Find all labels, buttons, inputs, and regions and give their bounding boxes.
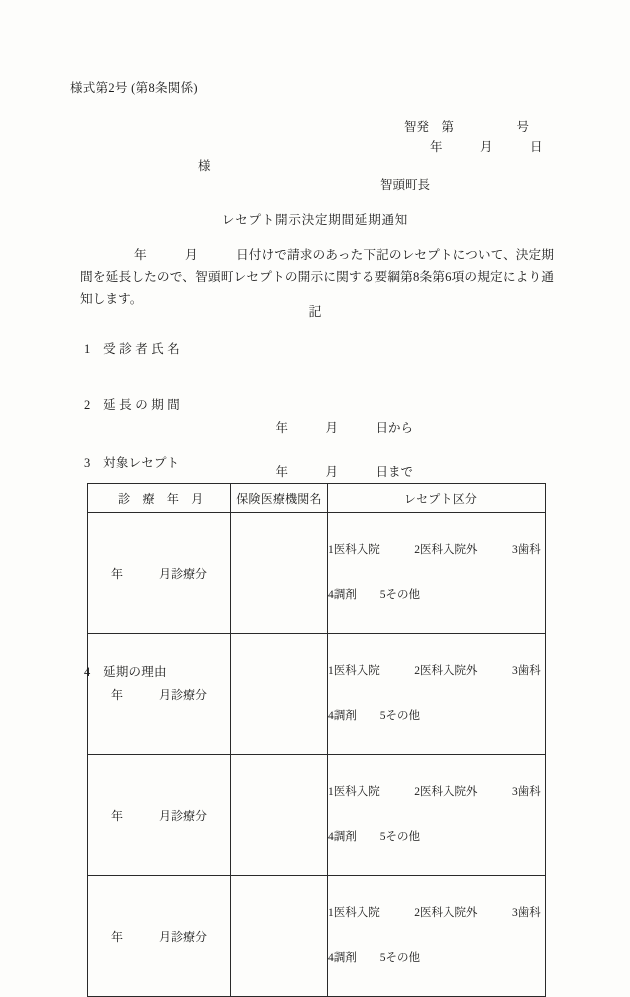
cell-period: 年 月診療分 xyxy=(88,755,231,876)
table-row xyxy=(88,755,546,876)
classification-line-2: 4調剤 5その他 xyxy=(328,710,420,722)
body-paragraph-text: 日付けで請求のあった下記のレセプトについて、決定期間を延長したので、智頭町レセプトの開示に関する要綱第8条第6項の規定により通知します。 xyxy=(80,248,554,306)
classification-line-1: 1医科入院 2医科入院外 3歯科 xyxy=(328,907,541,919)
cell-classification xyxy=(328,513,546,634)
column-header-classification: レセプト区分 xyxy=(328,484,546,513)
item-2-extension-period: 2 延 長 の 期 間 xyxy=(84,398,180,412)
document-date-line: 年 月 日 xyxy=(430,140,543,154)
table-row xyxy=(88,513,546,634)
table-header-row xyxy=(88,484,546,513)
receipt-table xyxy=(87,483,546,997)
receipt-table-body xyxy=(88,513,546,997)
classification-line-1: 1医科入院 2医科入院外 3歯科 xyxy=(328,544,541,556)
issuer-name: 智頭町長 xyxy=(380,178,431,192)
cell-classification xyxy=(328,634,546,755)
cell-classification xyxy=(328,755,546,876)
classification-line-1: 1医科入院 2医科入院外 3歯科 xyxy=(328,665,541,677)
table-row xyxy=(88,876,546,997)
cell-facility[interactable] xyxy=(231,755,328,876)
item-4-extension-reason: 4 延期の理由 xyxy=(84,665,167,679)
cell-period: 年 月診療分 xyxy=(88,513,231,634)
cell-facility[interactable] xyxy=(231,513,328,634)
column-header-period: 診 療 年 月 xyxy=(88,484,231,513)
period-from-line: 年 月 日から xyxy=(275,421,414,435)
document-title: レセプト開示決定期間延期通知 xyxy=(221,213,409,227)
cell-facility[interactable] xyxy=(231,876,328,997)
classification-line-2: 4調剤 5その他 xyxy=(328,589,420,601)
classification-line-2: 4調剤 5その他 xyxy=(328,952,420,964)
classification-line-2: 4調剤 5その他 xyxy=(328,831,420,843)
column-header-facility: 保険医療機関名 xyxy=(231,484,328,513)
cell-classification xyxy=(328,876,546,997)
table-row xyxy=(88,634,546,755)
item-3-target-receipts: 3 対象レセプト xyxy=(84,456,180,470)
body-date-blank: 年 月 xyxy=(134,248,237,262)
kiji-marker: 記 xyxy=(308,304,322,319)
classification-line-1: 1医科入院 2医科入院外 3歯科 xyxy=(328,786,541,798)
cell-period: 年 月診療分 xyxy=(88,634,231,755)
cell-period: 年 月診療分 xyxy=(88,876,231,997)
document-number-line: 智発 第 号 xyxy=(404,120,530,134)
addressee-suffix: 様 xyxy=(198,159,211,173)
period-to-line: 年 月 日まで xyxy=(275,465,414,479)
cell-facility[interactable] xyxy=(231,634,328,755)
receipt-table-header xyxy=(88,484,546,513)
form-number-label: 様式第2号 (第8条関係) xyxy=(70,81,198,95)
item-1-patient-name: 1 受 診 者 氏 名 xyxy=(84,342,180,356)
